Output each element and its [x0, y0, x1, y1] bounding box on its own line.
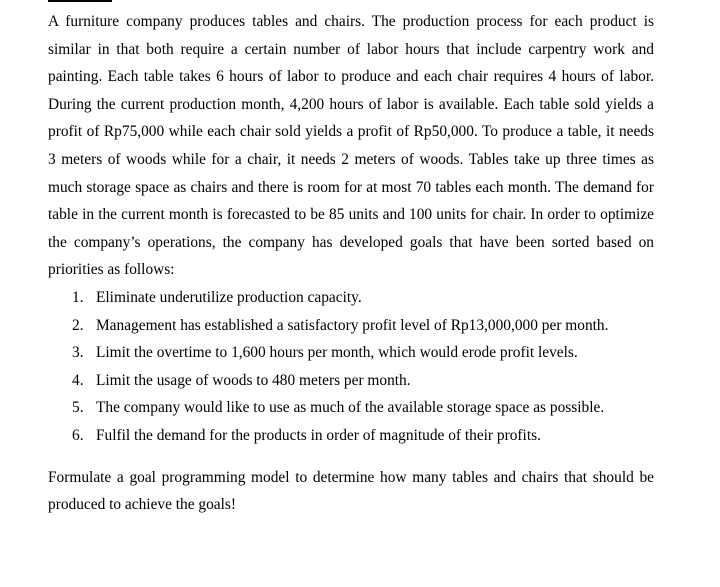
goal-item: [72, 284, 654, 312]
problem-intro-paragraph: A furniture company produces tables and chairs. The production process for each product is similar in that both require a certain number of labor hours that include carpentry work and painting. Each table takes 6 hours of labor to produce and each chair requires 4 hours of labor. During the current production month, 4,200 hours of labor is available. Each table sold yields a profit of Rp75,000 while each chair sold yields a profit of Rp50,000. To produce a table, it needs 3 meters of woods while for a chair, it needs 2 meters of woods. Tables take up three times as much storage space as chairs and there is room for at most 70 tables each month. The demand for table in the current month is forecasted to be 85 units and 100 units for chair. In order to optimize the company’s operations, the company has developed goals that have been sorted based on priorities as follows:: [48, 13, 654, 279]
goal-number: 4.: [72, 371, 84, 389]
goal-text: Fulfil the demand for the products in order of magnitude of their profits.: [96, 426, 541, 444]
goal-number: 3.: [72, 344, 84, 362]
goals-list: [48, 284, 654, 450]
goal-item: [72, 367, 654, 395]
goal-text: Eliminate underutilize production capacity.: [96, 288, 362, 306]
goal-number: 6.: [72, 426, 84, 444]
goal-number: 5.: [72, 399, 84, 417]
goal-text: Limit the overtime to 1,600 hours per month, which would erode profit levels.: [96, 344, 578, 362]
goal-number: 2.: [72, 316, 84, 334]
goal-text: Management has established a satisfactory profit level of Rp13,000,000 per month.: [96, 316, 609, 334]
goal-item: [72, 394, 654, 422]
goal-item: [72, 339, 654, 367]
goal-text: The company would like to use as much of the available storage space as possible.: [96, 399, 605, 417]
question-paragraph: Formulate a goal programming model to determine how many tables and chairs that should be produced to achieve the goals!: [48, 468, 654, 514]
goal-item: [72, 422, 654, 450]
goal-number: 1.: [72, 288, 84, 306]
problem-statement: [48, 8, 654, 519]
top-rule: [48, 0, 112, 2]
goal-text: Limit the usage of woods to 480 meters per month.: [96, 371, 411, 389]
goal-item: [72, 312, 654, 340]
